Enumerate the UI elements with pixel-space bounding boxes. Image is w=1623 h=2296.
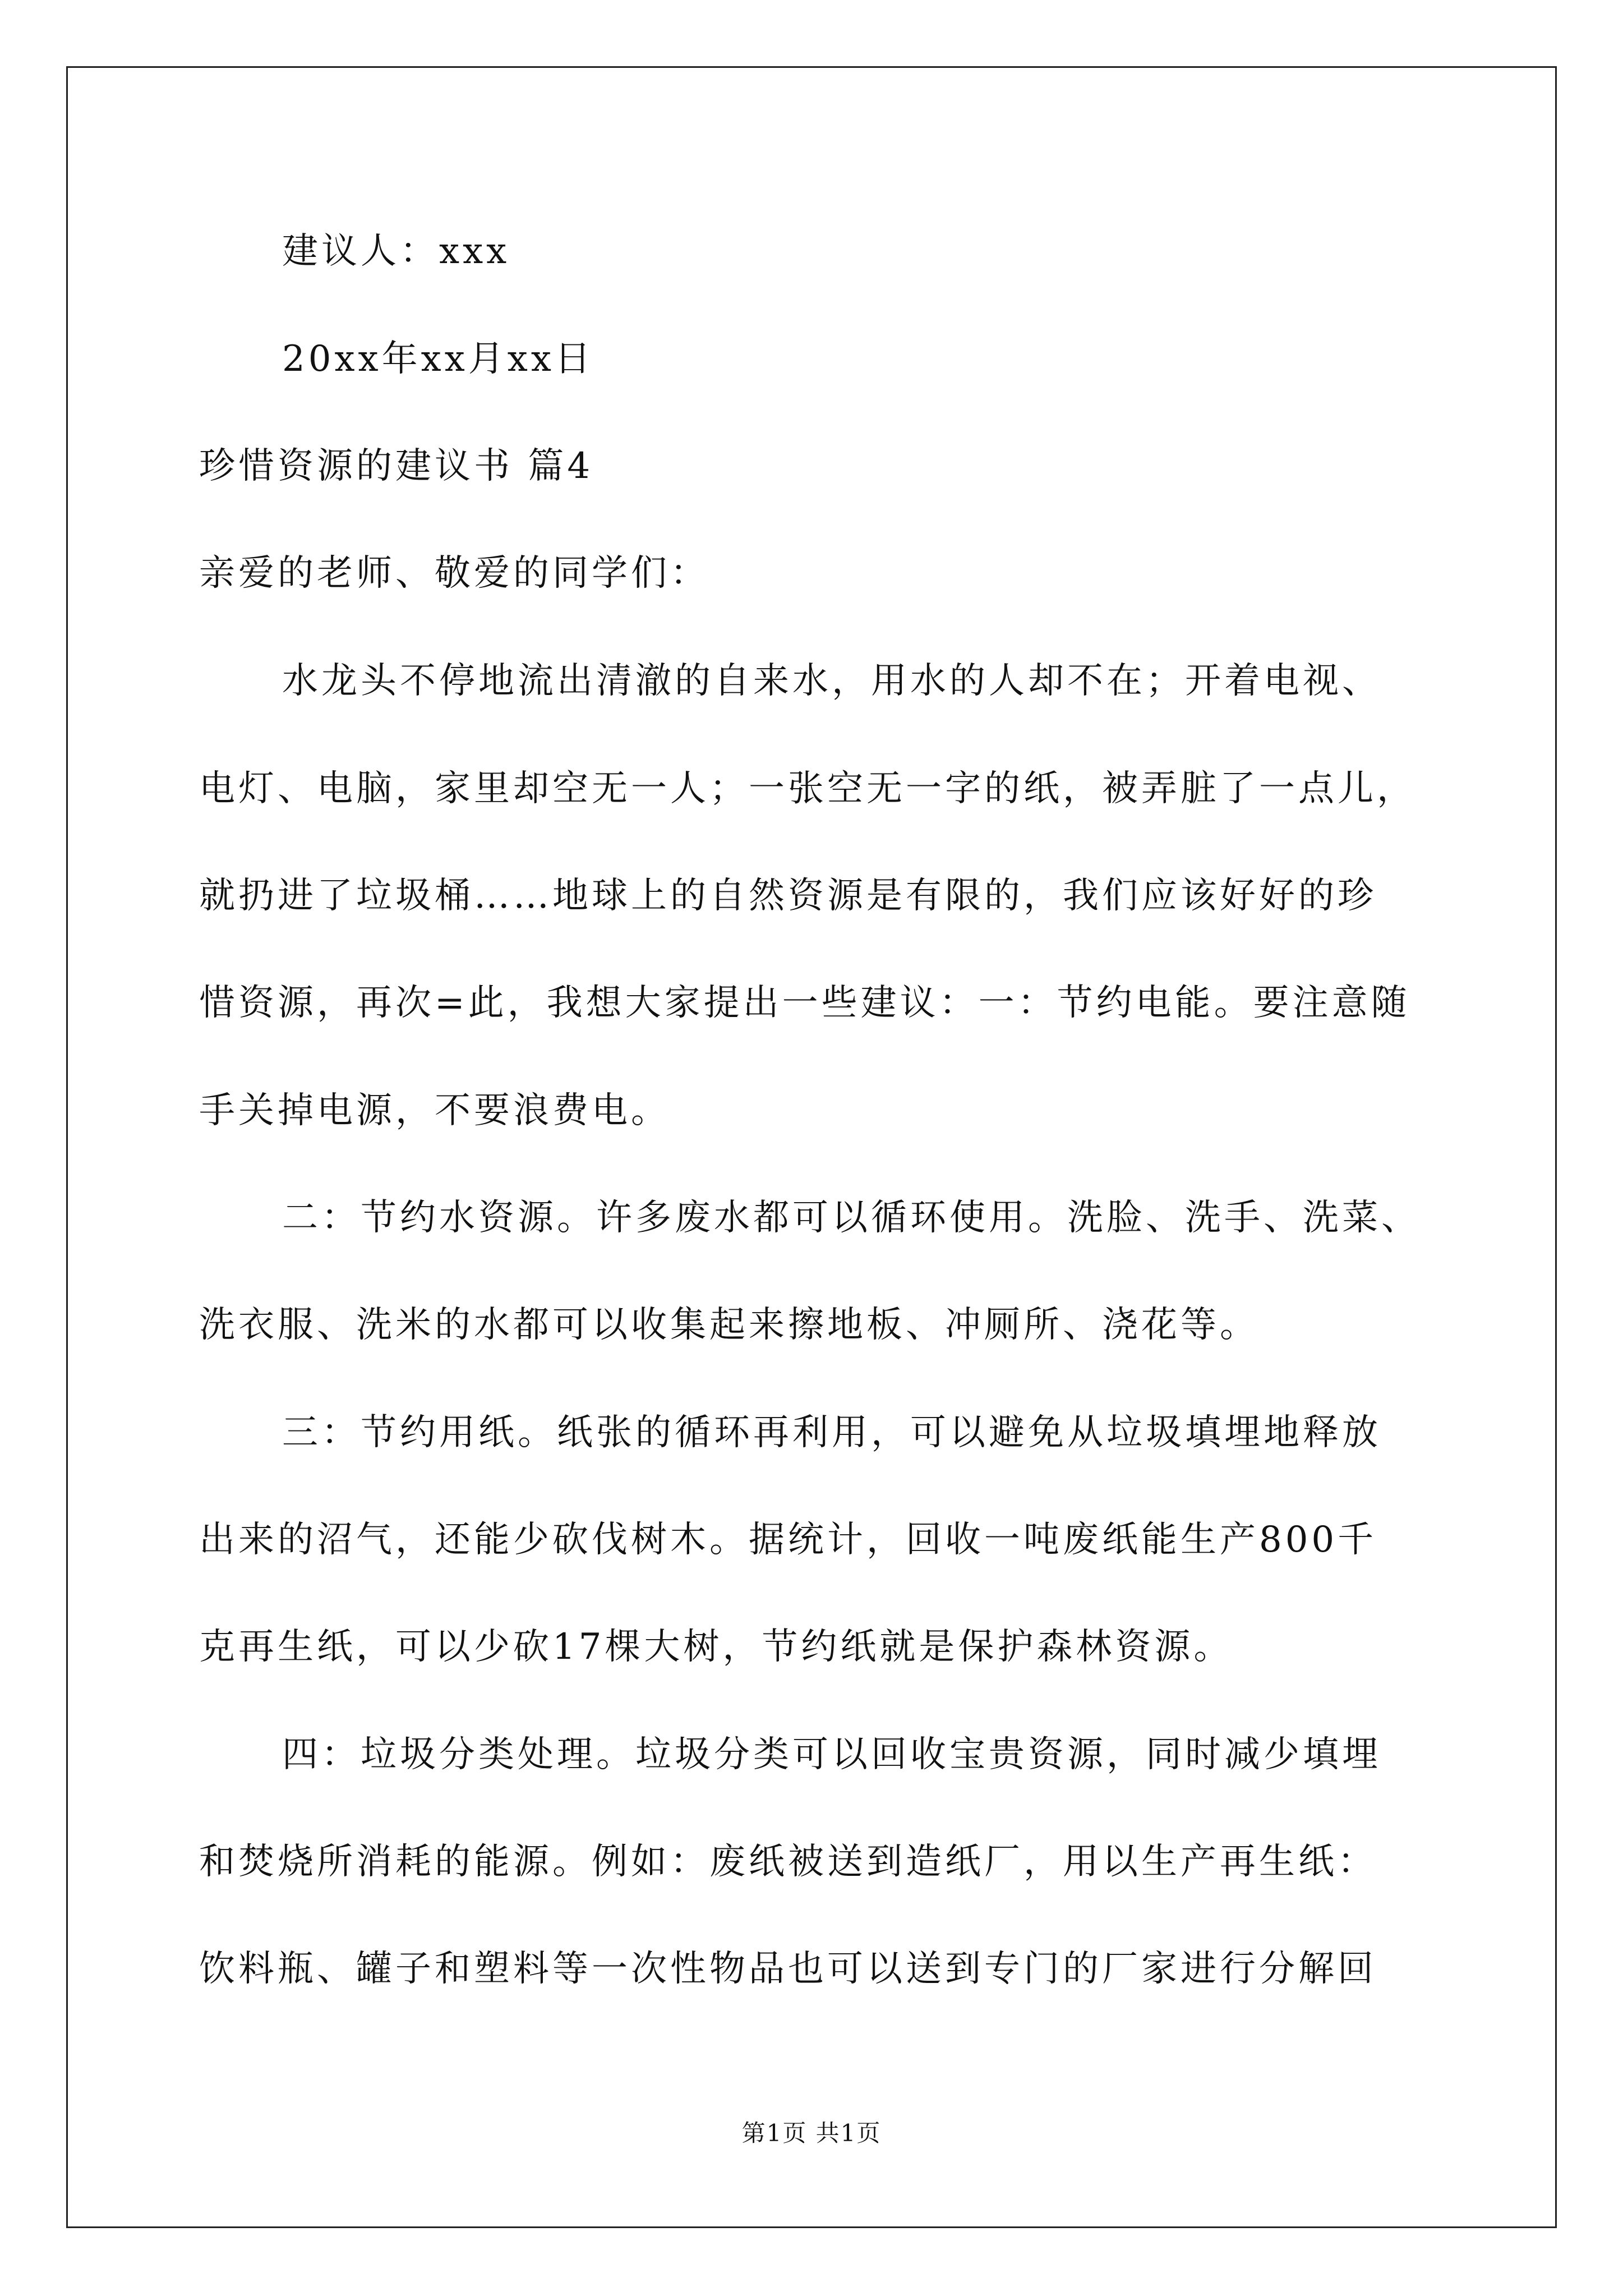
paragraph-line: 电灯、电脑，家里却空无一人；一张空无一字的纸，被弄脏了一点儿， [199,768,1416,809]
page-footer: 第1页 共1页 [741,2119,882,2147]
paragraph-line: 四：垃圾分类处理。垃圾分类可以回收宝贵资源，同时减少填埋 [282,1734,1381,1775]
section-title: 珍惜资源的建议书 篇4 [199,445,594,487]
page-border [66,66,1557,2228]
paragraph-line: 三：节约用纸。纸张的循环再利用，可以避免从垃圾填埋地释放 [282,1412,1381,1453]
paragraph-line: 就扔进了垃圾桶……地球上的自然资源是有限的，我们应该好好的珍 [199,875,1377,917]
paragraph-line: 水龙头不停地流出清澈的自来水，用水的人却不在；开着电视、 [282,660,1381,702]
salutation: 亲爱的老师、敬爱的同学们： [199,553,709,594]
paragraph-line: 克再生纸，可以少砍17棵大树，节约纸就是保护森林资源。 [199,1626,1233,1668]
paragraph-line: 二：节约水资源。许多废水都可以循环使用。洗脸、洗手、洗菜、 [282,1197,1421,1239]
date-line: 20xx年xx月xx日 [282,338,594,380]
paragraph-line: 出来的沼气，还能少砍伐树木。据统计，回收一吨废纸能生产800千 [199,1519,1377,1561]
paragraph-line: 洗衣服、洗米的水都可以收集起来擦地板、冲厕所、浇花等。 [199,1304,1259,1346]
signature-line: 建议人：xxx [282,231,510,272]
paragraph-line: 手关掉电源，不要浪费电。 [199,1090,670,1131]
paragraph-line: 和焚烧所消耗的能源。例如：废纸被送到造纸厂，用以生产再生纸： [199,1841,1377,1883]
paragraph-line: 饮料瓶、罐子和塑料等一次性物品也可以送到专门的厂家进行分解回 [199,1948,1377,1990]
paragraph-line: 惜资源，再次=此，我想大家提出一些建议：一：节约电能。要注意随 [199,982,1410,1024]
